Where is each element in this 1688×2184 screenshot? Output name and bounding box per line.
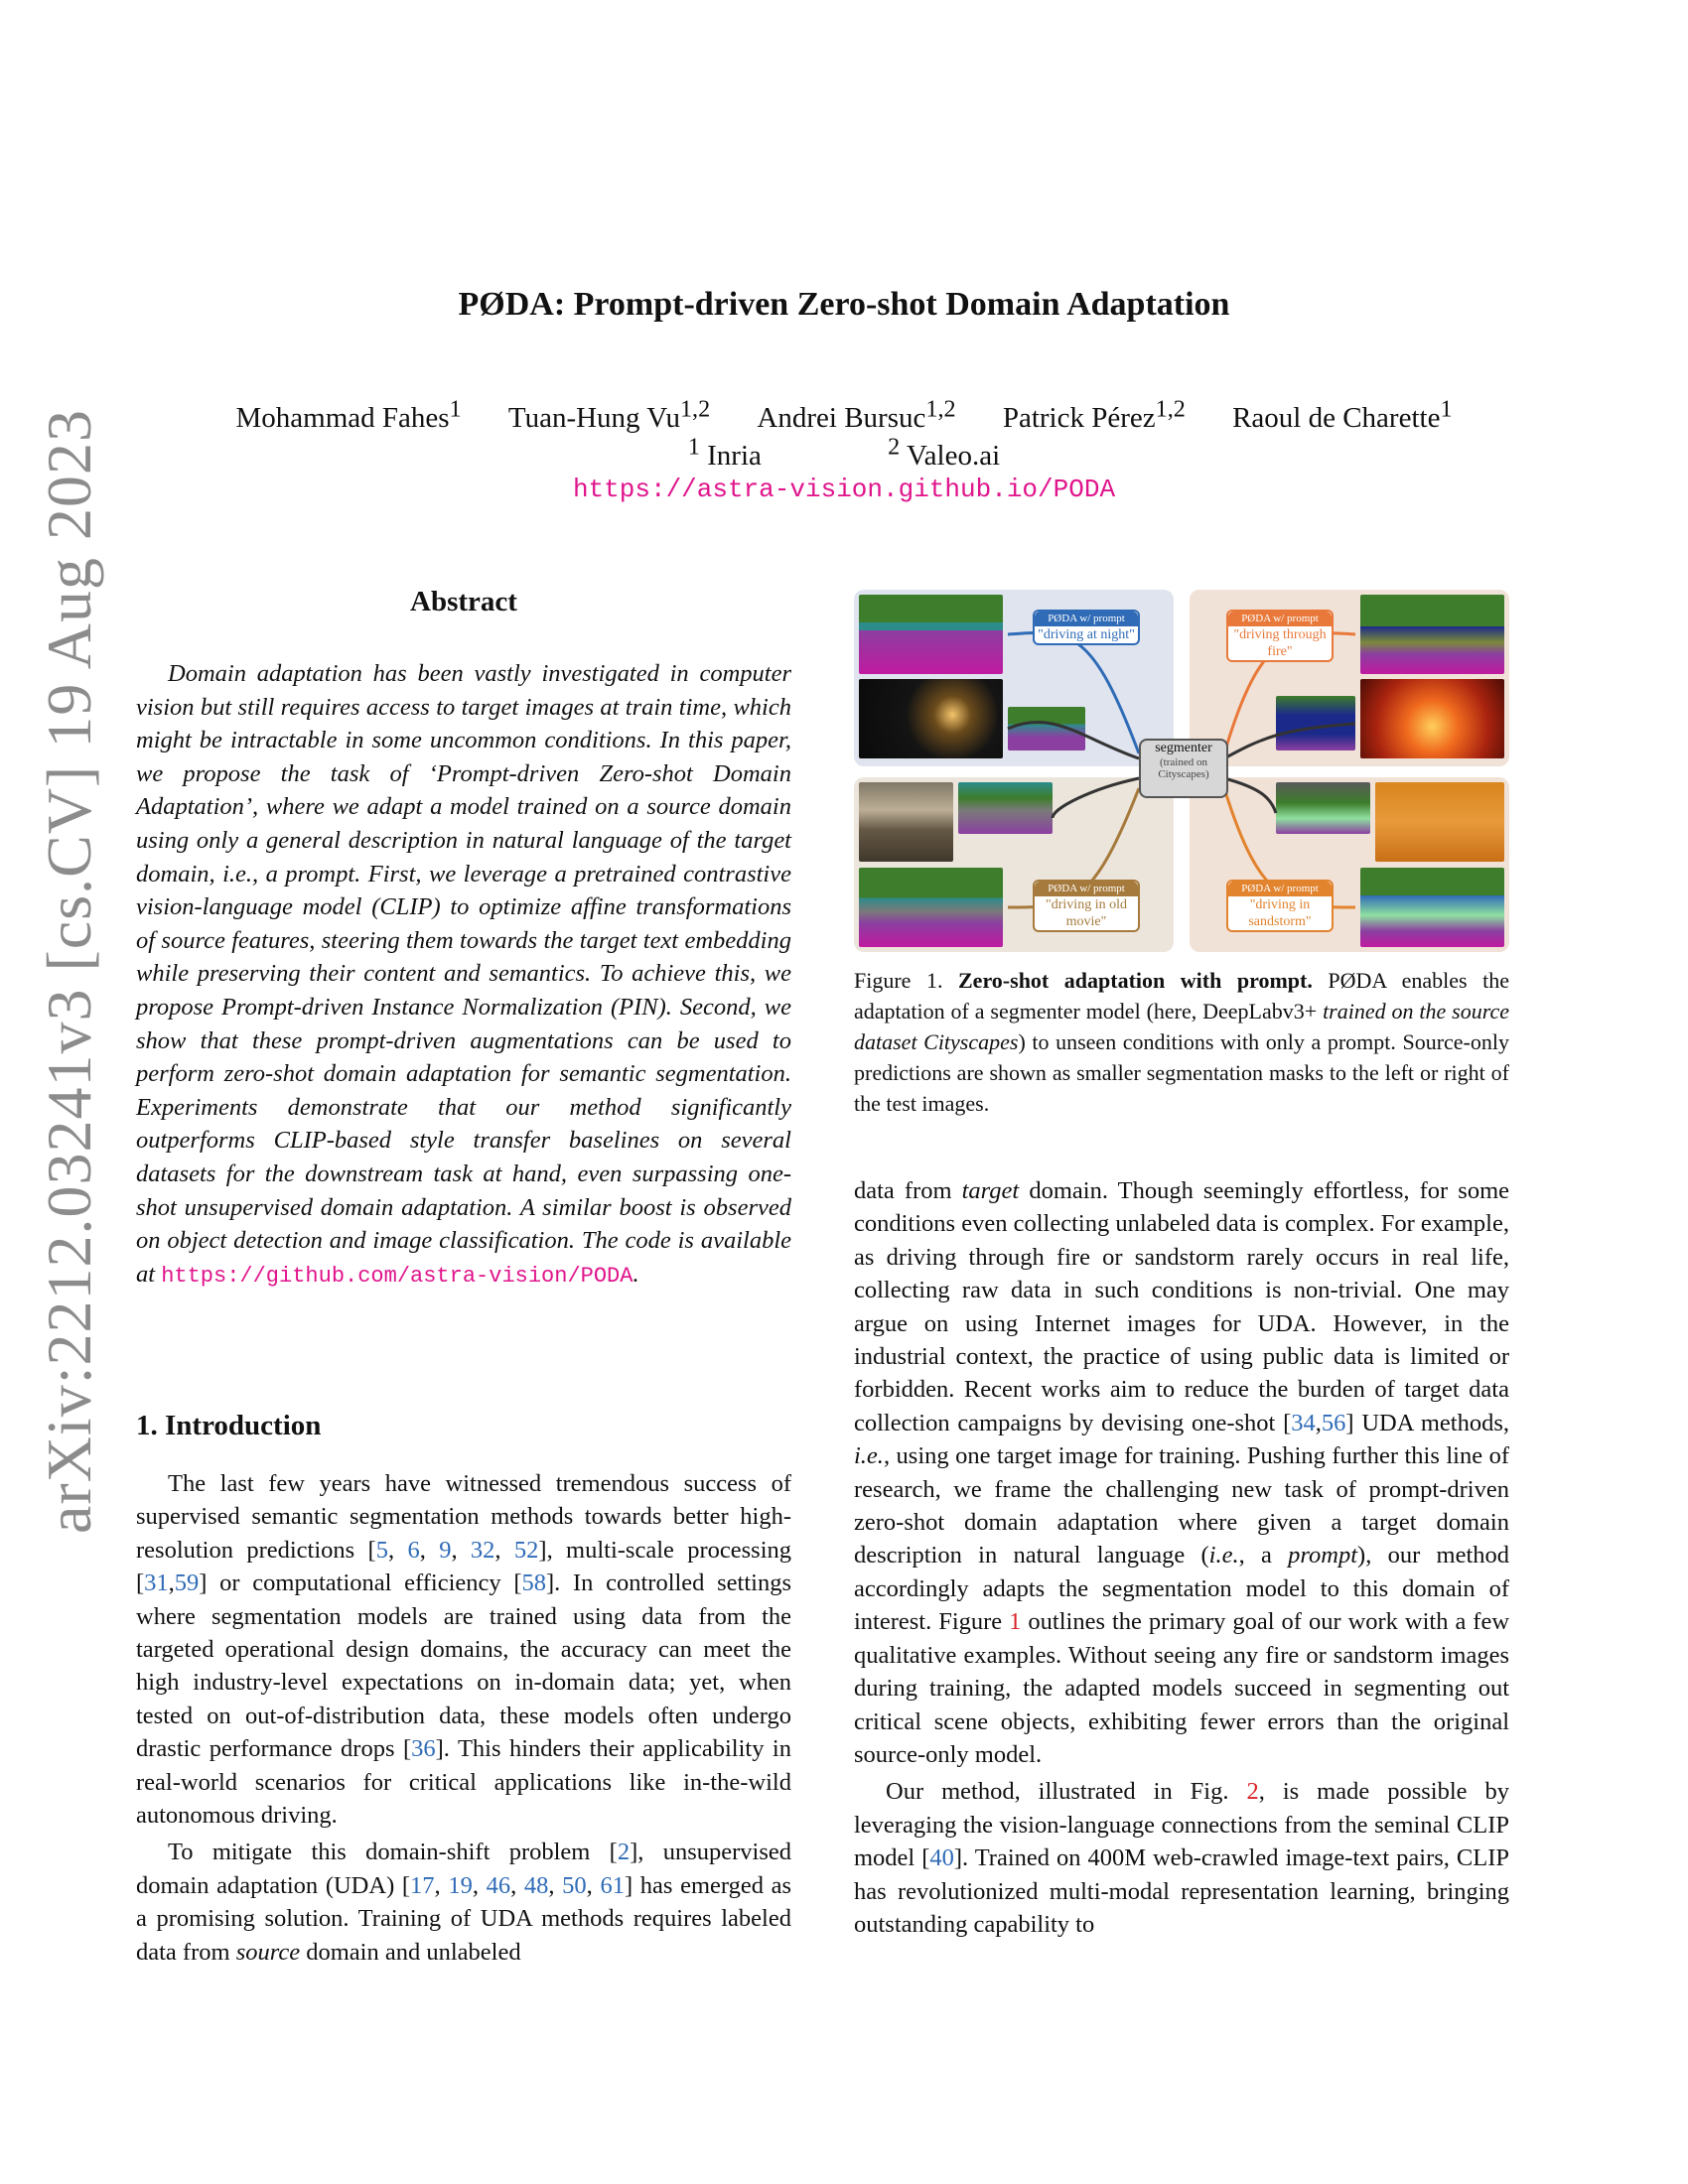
citation-link[interactable]: 9 xyxy=(439,1536,452,1564)
abstract-body: Domain adaptation has been vastly investigated in computer vision but still requires access to target images at train time, which might be intractable in some uncommon conditions. In this paper, we propose the task of ‘Prompt-driven Zero-shot Domain Adaptation’, where we adapt a model trained on a source domain using only a general description in natural language of the target domain, i.e., a prompt. First, we leverage a pretrained contrastive vision-language model (CLIP) to optimize affine transformations of source features, steering them towards the target text embedding while preserving their content and semantics. To achieve this, we propose Prompt-driven Instance Normalization (PIN). Second, we show that these prompt-driven augmentations can be used to perform zero-shot domain adaptation for semantic segmentation. Experiments demonstrate that our method significantly outperforms CLIP-based style transfer baselines on several datasets for the downstream task at hand, even surpassing one-shot unsupervised domain adaptation. A similar boost is observed on object detection and image classification. The code is available at https://github.com/astra-vision/PODA. xyxy=(136,660,791,1289)
citation-link[interactable]: 36 xyxy=(411,1735,436,1763)
author: Patrick Pérez$^{1,2}$ xyxy=(1002,395,1186,434)
prompt-label-fire: PØDA w/ prompt "driving through fire" xyxy=(1226,610,1334,662)
prompt-label-sandstorm: PØDA w/ prompt "driving in sandstorm" xyxy=(1226,880,1334,932)
paper-title: PØDA: Prompt-driven Zero-shot Domain Adaptation xyxy=(458,286,1230,323)
prompt-label-night: PØDA w/ prompt "driving at night" xyxy=(1033,610,1140,645)
citation-link[interactable]: 50 xyxy=(562,1871,587,1899)
citation-link[interactable]: 31 xyxy=(144,1570,169,1597)
citation-link[interactable]: 61 xyxy=(600,1871,625,1899)
citation-link[interactable]: 40 xyxy=(929,1844,954,1872)
author: Raoul de Charette$^1$ xyxy=(1232,395,1453,434)
intro-right-column xyxy=(854,1174,1509,1941)
citation-link[interactable]: 34 xyxy=(1291,1409,1316,1436)
citation-link[interactable]: 5 xyxy=(375,1536,388,1564)
citation-link[interactable]: 48 xyxy=(523,1871,549,1899)
paragraph: data from target domain. Though seemingly effortless, for some conditions even collecting unlabeled data is complex. For example, as driving through fire or sandstorm rarely occurs in real life, collecting raw data in such conditions is non-trivial. One may argue on using Internet images for UDA. However, in the industrial context, the practice of using public data is limited or forbidden. Recent works aim to reduce the burden of target data collection campaigns by devising one-shot [34,56] UDA methods, i.e., using one target image for training. Pushing further this line of research, we frame the challenging new task of prompt-driven zero-shot domain adaptation where given a target domain description in natural language (i.e., a prompt), our method accordingly adapts the segmentation model to this domain of interest. Figure 1 outlines the primary goal of our work with a few qualitative examples. Without seeing any fire or sandstorm images during training, the adapted models succeed in segmenting out critical scene objects, exhibiting fewer errors than the original source-only model. xyxy=(854,1177,1510,1768)
code-url-link[interactable]: https://github.com/astra-vision/PODA xyxy=(161,1263,633,1289)
affiliation: $^1$ Inria xyxy=(687,433,762,472)
citation-link[interactable]: 46 xyxy=(486,1871,511,1899)
abstract-heading: Abstract xyxy=(410,586,517,617)
figure-1 xyxy=(854,590,1509,952)
citation-link[interactable]: 58 xyxy=(521,1570,546,1597)
citation-link[interactable]: 32 xyxy=(470,1536,495,1564)
citation-link[interactable]: 59 xyxy=(174,1570,200,1597)
project-url-link[interactable]: https://astra-vision.github.io/PODA xyxy=(572,475,1116,504)
figure-ref-link[interactable]: 1 xyxy=(1009,1608,1022,1636)
citation-link[interactable]: 2 xyxy=(617,1839,631,1866)
prompt-label-movie: PØDA w/ prompt "driving in old movie" xyxy=(1033,880,1140,932)
citation-link[interactable]: 6 xyxy=(407,1536,420,1564)
author: Mohammad Fahes$^1$ xyxy=(235,395,462,434)
citation-link[interactable]: 17 xyxy=(410,1871,435,1899)
arxiv-identifier: arXiv:2212.03241v3 [cs.CV] 19 Aug 2023 xyxy=(34,408,104,1534)
affiliation: $^2$ Valeo.ai xyxy=(888,433,1001,472)
citation-link[interactable]: 56 xyxy=(1321,1409,1346,1436)
paragraph: To mitigate this domain-shift problem [2], unsupervised domain adaptation (UDA) [17, 19, 46, 48, 50, 61] has emerged as a promising solution. Training of UDA methods requires labeled data from source domain and unlabeled xyxy=(136,1839,792,1966)
figure-1-caption: Figure 1. Zero-shot adaptation with prompt. PØDA enables the adaptation of a segmenter model (here, DeepLabv3+ trained on the source dataset Cityscapes) to unseen conditions with only a prompt. Source-only predictions are shown as smaller segmentation masks to the left or right of the test images. xyxy=(854,968,1509,1116)
intro-left-column xyxy=(136,1467,791,1969)
author-list xyxy=(0,395,1688,435)
figure-ref-link[interactable]: 2 xyxy=(1246,1778,1259,1806)
affiliations xyxy=(0,433,1688,473)
author: Tuan-Hung Vu$^{1,2}$ xyxy=(507,395,711,434)
citation-link[interactable]: 52 xyxy=(513,1536,539,1564)
author: Andrei Bursuc$^{1,2}$ xyxy=(757,395,956,434)
paragraph: Our method, illustrated in Fig. 2, is made possible by leveraging the vision-language connections from the seminal CLIP model [40]. Trained on 400M web-crawled image-text pairs, CLIP has revolutionized multi-modal representation learning, bringing outstanding capability to xyxy=(854,1778,1509,1938)
citation-link[interactable]: 19 xyxy=(448,1871,473,1899)
segmenter-box: segmenter (trained on Cityscapes) xyxy=(1139,739,1228,798)
paragraph: The last few years have witnessed tremendous success of supervised semantic segmentation methods towards better high-resolution predictions [5, 6, 9, 32, 52], multi-scale processing [31,59] or computational efficiency [58]. In controlled settings where segmentation models are trained using data from the targeted operational design domains, the accuracy can meet the high industry-level expectations on in-domain data; yet, when tested on out-of-distribution data, these models often undergo drastic performance drops [36]. This hinders their applicability in real-world scenarios for critical applications like in-the-wild autonomous driving. xyxy=(136,1470,792,1830)
section-heading-introduction: 1. Introduction xyxy=(136,1410,322,1441)
